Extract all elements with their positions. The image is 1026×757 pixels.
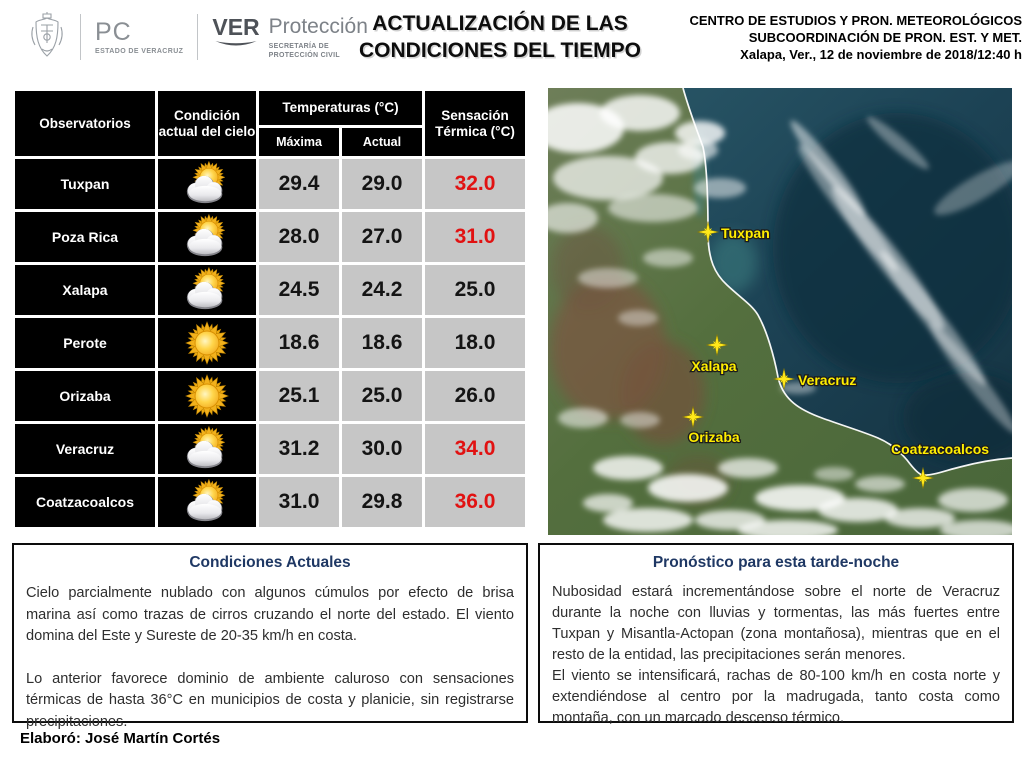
pc-logo-text: PC: [95, 18, 132, 46]
map-city-label: Xalapa: [691, 358, 737, 374]
current-temp: 18.6: [342, 318, 422, 368]
observatory-name: Perote: [15, 318, 155, 368]
forecast-box: [538, 543, 1014, 726]
org-header: [682, 12, 1022, 63]
sun-cloud-icon: [158, 265, 256, 315]
sun-cloud-icon: [158, 159, 256, 209]
heat-index: 34.0: [425, 424, 525, 474]
logo-divider: [80, 14, 81, 60]
heat-index: 25.0: [425, 265, 525, 315]
current-conditions-title: Condiciones Actuales: [189, 554, 351, 571]
page-title-line1: ACTUALIZACIÓN DE LAS: [372, 12, 628, 35]
veracruz-crest-icon: [28, 11, 66, 63]
sun-cloud-icon: [158, 212, 256, 262]
org-line2: SUBCOORDINACIÓN DE PRON. EST. Y MET.: [748, 30, 1022, 45]
col-maxima: Máxima: [259, 128, 339, 156]
weather-row: [15, 265, 525, 315]
current-temp: 24.2: [342, 265, 422, 315]
forecast-paragraph-2: El viento se intensificará, rachas de 80-100 km/h en costa norte y extendiéndose al centro por la madrugada, tanto costa como montaña, con un marcado descenso térmico.: [552, 668, 1000, 726]
current-temp: 30.0: [342, 424, 422, 474]
current-conditions-box: [12, 543, 528, 730]
max-temp: 24.5: [259, 265, 339, 315]
forecast-title: Pronóstico para esta tarde-noche: [652, 554, 900, 571]
map-city-label: Tuxpan: [721, 225, 770, 241]
sun-cloud-icon: [158, 424, 256, 474]
heat-index: 26.0: [425, 371, 525, 421]
max-temp: 28.0: [259, 212, 339, 262]
author-credit: Elaboró: José Martín Cortés: [20, 730, 221, 747]
heat-index: 31.0: [425, 212, 525, 262]
page-title: [320, 10, 680, 64]
forecast-text: [552, 582, 1000, 729]
current-paragraph-2: Lo anterior favorece dominio de ambiente caluroso con sensaciones térmicas de hasta 36°C en municipios de costa y planicie, sin registrarse precipitaciones.: [26, 670, 514, 730]
map-city-label: Coatzacoalcos: [891, 441, 990, 457]
page-title-line2: CONDICIONES DEL TIEMPO: [359, 39, 641, 62]
logo-divider: [197, 14, 198, 60]
col-sensacion: Sensación Térmica (°C): [425, 91, 525, 156]
weather-row: [15, 159, 525, 209]
weather-row: [15, 371, 525, 421]
observatory-name: Veracruz: [15, 424, 155, 474]
pc-logo-subtitle: ESTADO DE VERACRUZ: [95, 48, 184, 55]
col-observatorios: Observatorios: [15, 91, 155, 156]
ver-swoosh-icon: [214, 40, 258, 48]
observatory-name: Tuxpan: [15, 159, 155, 209]
weather-row: [15, 212, 525, 262]
current-temp: 29.8: [342, 477, 422, 527]
col-temperaturas: Temperaturas (°C): [259, 91, 422, 125]
sun-icon: [158, 371, 256, 421]
current-temp: 27.0: [342, 212, 422, 262]
forecast-paragraph-1: Nubosidad estará incrementándose sobre el norte de Veracruz durante la noche con lluvias y tormentas, las más fuertes entre Tuxpan y Misantla-Actopan (zona montañosa), mientras que en el resto de la entidad, las precipitaciones serán menores.: [552, 584, 1000, 663]
ver-logo-text: VER: [212, 13, 260, 40]
sun-icon: [158, 318, 256, 368]
observatory-name: Orizaba: [15, 371, 155, 421]
weather-row: [15, 477, 525, 527]
heat-index: 36.0: [425, 477, 525, 527]
max-temp: 31.2: [259, 424, 339, 474]
max-temp: 25.1: [259, 371, 339, 421]
current-temp: 29.0: [342, 159, 422, 209]
weather-row: [15, 424, 525, 474]
ver-sub-line1: SECRETARÍA DE: [268, 42, 329, 50]
max-temp: 18.6: [259, 318, 339, 368]
satellite-map: [548, 88, 1012, 535]
pc-logo: [95, 19, 183, 55]
max-temp: 29.4: [259, 159, 339, 209]
ver-logo-name: Protección: [268, 14, 368, 38]
satellite-map-image: [548, 88, 1012, 535]
org-line1: CENTRO DE ESTUDIOS Y PRON. METEOROLÓGICOS: [689, 13, 1022, 28]
observatory-name: Coatzacoalcos: [15, 477, 155, 527]
col-condicion: Condición actual del cielo: [158, 91, 256, 156]
map-city-label: Veracruz: [798, 372, 857, 388]
map-city-label: Orizaba: [688, 429, 740, 445]
col-actual: Actual: [342, 128, 422, 156]
heat-index: 18.0: [425, 318, 525, 368]
logo-strip: [28, 8, 368, 66]
max-temp: 31.0: [259, 477, 339, 527]
sun-cloud-icon: [158, 477, 256, 527]
current-conditions-text: [26, 583, 514, 733]
org-line3: Xalapa, Ver., 12 de noviembre de 2018/12:40 h: [740, 47, 1022, 62]
current-temp: 25.0: [342, 371, 422, 421]
current-paragraph-1: Cielo parcialmente nublado con algunos cúmulos por efecto de brisa marina así como trazas de cirros cruzando el norte del estado. El viento domina del Este y Sureste de 20-35 km/h en costa.: [26, 585, 514, 644]
weather-table: [12, 88, 528, 530]
weather-row: [15, 318, 525, 368]
heat-index: 32.0: [425, 159, 525, 209]
observatory-name: Xalapa: [15, 265, 155, 315]
ver-sub-line2: PROTECCIÓN CIVIL: [268, 51, 340, 59]
observatory-name: Poza Rica: [15, 212, 155, 262]
